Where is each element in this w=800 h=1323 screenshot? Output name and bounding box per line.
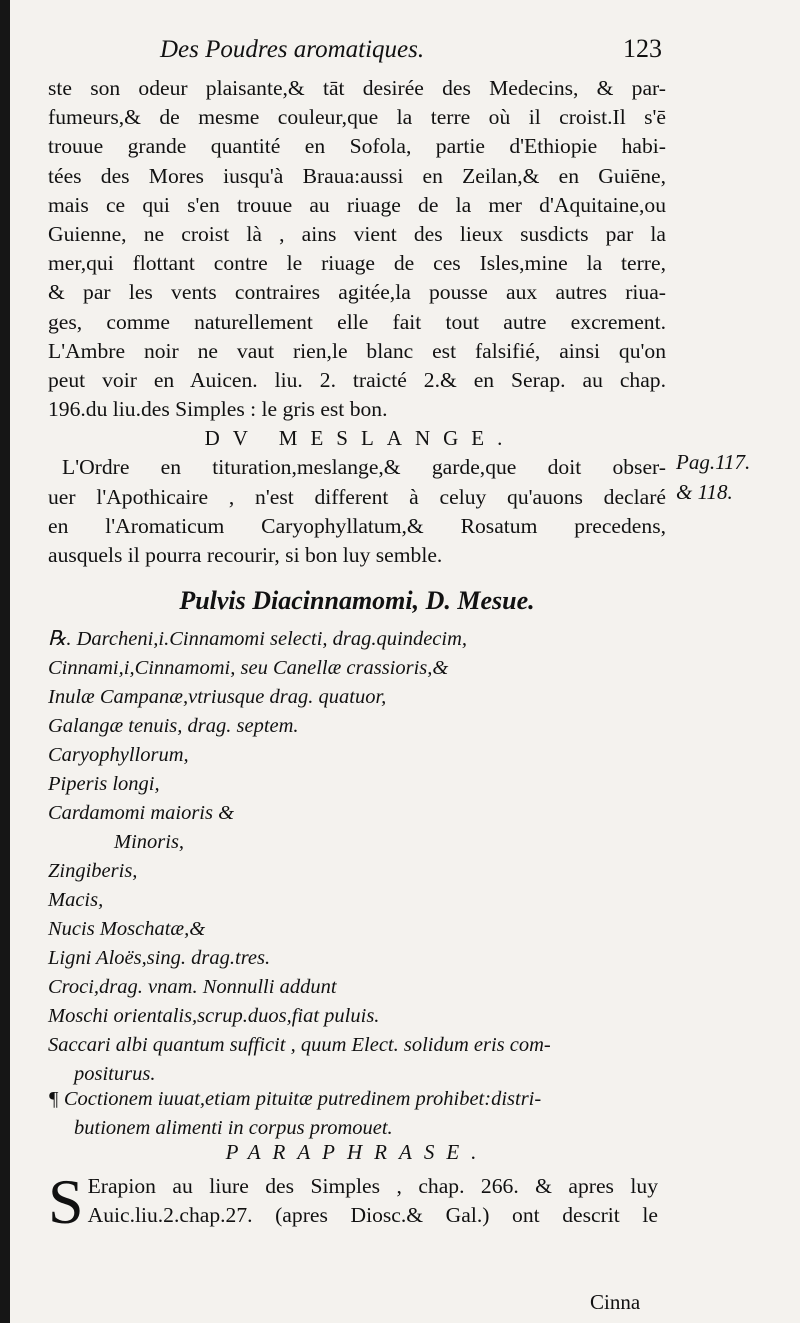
text-line: L'Ordre en tituration,meslange,& garde,que doit obser-: [62, 455, 666, 480]
paragraph-meslange: [48, 453, 666, 570]
final-paragraph: [48, 1166, 658, 1237]
recipe-line: Nucis Moschatæ,&: [48, 918, 206, 940]
text-line: & par les vents contraires agitée,la pousse aux autres riua-: [48, 280, 666, 305]
text-line: fumeurs,& de mesme couleur,que la terre où il croist.Il s'ē: [48, 105, 666, 130]
drop-capital: S: [48, 1166, 84, 1237]
recipe-line: Piperis longi,: [48, 773, 160, 795]
margin-note-1: Pag.117.: [676, 450, 751, 474]
paragraph-ambre: [48, 74, 666, 424]
text-line: Guienne, ne croist là , ains vient des lieux susdicts par la: [48, 222, 666, 247]
text-line: ausquels il pourra recourir, si bon luy semble.: [48, 543, 443, 568]
text-line: mer,qui flottant contre le riuage de ces Isles,mine la terre,: [48, 251, 666, 276]
margin-note-2: & 118.: [676, 480, 733, 504]
recipe-line: Saccari albi quantum sufficit , quum Elect. solidum eris com-: [48, 1034, 551, 1056]
text-line: ges, comme naturellement elle fait tout autre excrement.: [48, 309, 666, 334]
recipe-line: Cardamomi maioris &: [48, 802, 235, 824]
recipe-line: Moschi orientalis,scrup.duos,fiat puluis.: [48, 1005, 380, 1027]
scan-edge: [0, 0, 10, 1323]
virtues-line: butionem alimenti in corpus promouet.: [74, 1117, 393, 1139]
recipe-line: Croci,drag. vnam. Nonnulli addunt: [48, 976, 337, 998]
recipe-line: Caryophyllorum,: [48, 744, 189, 766]
recipe-line: Cinnami,i,Cinnamomi, seu Canellæ crassioris,&: [48, 657, 449, 679]
virtues-note: [48, 1085, 688, 1143]
text-line: en l'Aromaticum Caryophyllatum,& Rosatum precedens,: [48, 513, 666, 538]
paraphrase-heading: PARAPHRASE.: [225, 1140, 489, 1164]
running-title: Des Poudres aromatiques.: [160, 36, 425, 63]
text-line: tées des Mores iusqu'à Braua:aussi en Zeilan,& en Guiēne,: [48, 163, 666, 188]
text-line: ste son odeur plaisante,& tāt desirée des Medecins, & par-: [48, 76, 666, 100]
page-number: 123: [623, 34, 662, 63]
recipe-title: Pulvis Diacinnamomi, D. Mesue.: [179, 586, 535, 615]
text-line: Auic.liu.2.chap.27. (apres Diosc.& Gal.) ont descrit le: [87, 1203, 658, 1227]
text-line: uer l'Apothicaire , n'est different à celuy qu'auons declaré: [48, 484, 666, 509]
recipe-list: [48, 625, 688, 1089]
text-line: trouue grande quantité en Sofola, partie d'Ethiopie habi-: [48, 134, 666, 159]
text-line: 196.du liu.des Simples : le gris est bon.: [48, 397, 388, 422]
text-line: Erapion au liure des Simples , chap. 266. & apres luy: [87, 1174, 658, 1198]
text-block: [48, 74, 666, 570]
text-line: mais ce qui s'en trouue au riuage de la mer d'Aquitaine,ou: [48, 192, 666, 217]
recipe-line: positurus.: [74, 1063, 156, 1085]
catchword: Cinna: [590, 1290, 641, 1314]
recipe-line: Galangæ tenuis, drag. septem.: [48, 715, 299, 737]
section-heading: DV MESLANGE.: [204, 426, 516, 451]
recipe-line: ℞. Darcheni,i.Cinnamomi selecti, drag.quindecim,: [48, 628, 468, 650]
recipe-line: Macis,: [48, 889, 104, 911]
text-line: L'Ambre noir ne vaut rien,le blanc est falsifié, ainsi qu'on: [48, 338, 666, 363]
text-line: peut voir en Auicen. liu. 2. traicté 2.& en Serap. au chap.: [48, 368, 666, 393]
recipe-line: Zingiberis,: [48, 860, 138, 882]
recipe-line: Minoris,: [114, 831, 185, 853]
recipe-line: Inulæ Campanæ,vtriusque drag. quatuor,: [48, 686, 387, 708]
recipe-line: Ligni Aloës,sing. drag.tres.: [48, 947, 271, 969]
virtues-line: ¶ Coctionem iuuat,etiam pituitæ putredinem prohibet:distri-: [48, 1088, 542, 1110]
